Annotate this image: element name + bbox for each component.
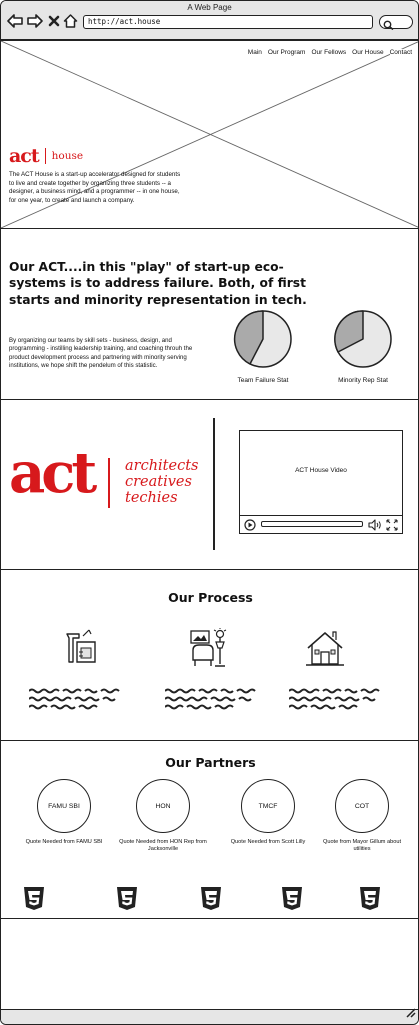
video-player[interactable] bbox=[239, 430, 403, 534]
partner-quote-hon: Quote Needed from HON Rep from Jacksonville bbox=[119, 839, 207, 853]
partners-section bbox=[1, 741, 419, 919]
logo-divider bbox=[45, 148, 46, 164]
logo-word: house bbox=[51, 150, 84, 162]
process-step-3-text-placeholder bbox=[289, 688, 381, 710]
tagline-techies: techies bbox=[125, 490, 178, 506]
css3-icon bbox=[357, 885, 383, 911]
forward-arrow-icon[interactable] bbox=[27, 13, 43, 29]
partner-logo-cot[interactable]: COT bbox=[335, 779, 389, 833]
partner-quote-famu-sbi: Quote Needed from FAMU SBI bbox=[25, 839, 103, 845]
minority-rep-pie bbox=[333, 309, 393, 369]
main-navigation bbox=[248, 49, 412, 56]
brand-tagline bbox=[125, 458, 198, 506]
tagline-creatives: creatives bbox=[125, 474, 192, 490]
close-icon[interactable] bbox=[48, 13, 60, 29]
act-house-logo bbox=[9, 145, 85, 167]
minority-rep-stat bbox=[323, 309, 403, 384]
css3-icon bbox=[198, 885, 224, 911]
nav-item-main[interactable]: Main bbox=[247, 49, 262, 56]
nav-item-our-fellows[interactable]: Our Fellows bbox=[311, 49, 347, 56]
designer-workspace-icon bbox=[189, 628, 229, 670]
brand-logo-mark: act bbox=[9, 440, 94, 506]
address-bar[interactable]: http://act.house bbox=[83, 15, 373, 29]
play-icon[interactable] bbox=[244, 518, 256, 536]
team-failure-pie bbox=[233, 309, 293, 369]
video-title: ACT House Video bbox=[295, 467, 347, 474]
css3-icon bbox=[279, 885, 305, 911]
logo-mark: act bbox=[9, 145, 39, 167]
tagline-architects: architects bbox=[125, 458, 199, 474]
css3-icon bbox=[114, 885, 140, 911]
fullscreen-icon[interactable] bbox=[386, 518, 398, 536]
house-icon bbox=[305, 628, 345, 670]
process-step-2-text-placeholder bbox=[165, 688, 257, 710]
volume-icon[interactable] bbox=[368, 518, 382, 536]
about-section bbox=[1, 229, 419, 400]
nav-item-contact[interactable]: Contact bbox=[389, 49, 412, 56]
search-icon bbox=[383, 17, 394, 35]
home-icon[interactable] bbox=[63, 13, 78, 29]
section-divider bbox=[213, 418, 215, 550]
brand-section bbox=[1, 400, 419, 570]
partner-quote-tmcf: Quote Needed from Scott Lilly bbox=[230, 839, 306, 845]
process-section bbox=[1, 570, 419, 741]
partner-logo-famu-sbi[interactable]: FAMU SBI bbox=[37, 779, 91, 833]
brand-logo-divider bbox=[108, 458, 110, 508]
css3-icon bbox=[21, 885, 47, 911]
drafting-tools-icon bbox=[61, 628, 101, 670]
video-progress-bar[interactable] bbox=[261, 521, 363, 527]
team-failure-label: Team Failure Stat bbox=[237, 377, 289, 384]
process-step-1-text-placeholder bbox=[29, 688, 121, 710]
hero-description: The ACT House is a start-up accelerator designed for students to live and create together by organizing three students -- a designer, a business mind, and a programmer -- in one house, for one year, to create and launch a company. bbox=[9, 171, 181, 204]
process-title: Our Process bbox=[168, 590, 253, 605]
resize-handle-icon[interactable] bbox=[406, 1005, 416, 1023]
about-headline: Our ACT....in this "play" of start-up eco-systems is to address failure. Both, of first starts and minority representation in tech. bbox=[9, 260, 307, 307]
partners-title: Our Partners bbox=[165, 755, 256, 770]
partner-logo-hon[interactable]: HON bbox=[136, 779, 190, 833]
minority-rep-label: Minority Rep Stat bbox=[338, 377, 388, 384]
nav-item-our-house[interactable]: Our House bbox=[352, 49, 384, 56]
about-body: By organizing our teams by skill sets - business, design, and programming - instilling leadership training, and coaching throuh the product development process and partnering with minority serving institutions, we hope shift the pendelum of this statistic. bbox=[9, 337, 193, 370]
back-arrow-icon[interactable] bbox=[7, 13, 23, 29]
nav-item-our-program[interactable]: Our Program bbox=[267, 49, 306, 56]
partner-logo-tmcf[interactable]: TMCF bbox=[241, 779, 295, 833]
browser-toolbar bbox=[1, 1, 418, 41]
footer-area bbox=[1, 919, 419, 1009]
hero-section bbox=[1, 41, 419, 229]
partner-quote-cot: Quote from Mayor Gillum about utilities bbox=[322, 839, 402, 853]
team-failure-stat bbox=[223, 309, 303, 384]
search-field[interactable] bbox=[379, 15, 413, 29]
status-bar bbox=[1, 1009, 419, 1025]
video-controls bbox=[240, 515, 402, 533]
window-title: A Web Page bbox=[187, 3, 232, 12]
